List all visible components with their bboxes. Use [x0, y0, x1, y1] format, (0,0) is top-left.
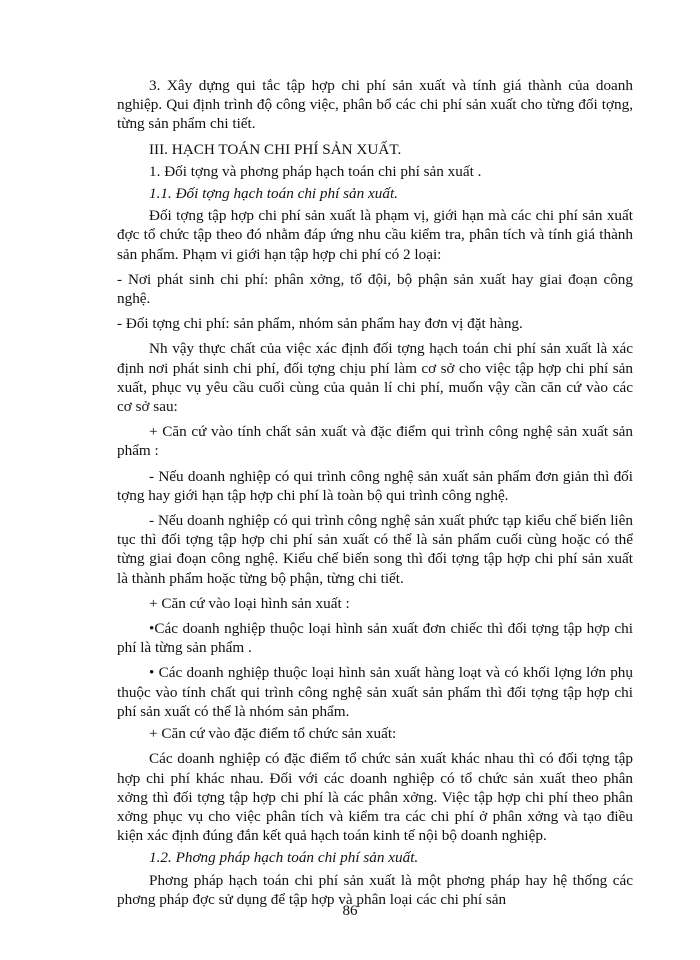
subsection-heading-1: 1. Đối tợng và phơng pháp hạch toán chi phí sản xuất . — [149, 162, 482, 180]
paragraph-method: Phơng pháp hạch toán chi phí sản xuất là một phơng pháp hay hệ thống các phơng pháp đợc sử dụng để tập hợp và phân loại các chi phí sản — [117, 871, 633, 908]
paragraph-single-production: •Các doanh nghiệp thuộc loại hình sản xuất đơn chiếc thì đối tợng tập hợp chi phí là từng sản phẩm . — [117, 620, 633, 657]
section-heading-iii: III. HẠCH TOÁN CHI PHÍ SẢN XUẤT. — [149, 140, 402, 158]
paragraph-basis-production-type: + Căn cứ vào loại hình sản xuất : — [149, 594, 350, 612]
paragraph-definition: Đối tợng tập hợp chi phí sản xuất là phạm vị, giới hạn mà các chi phí sản xuất đợc tổ chức tập theo đó nhằm đáp ứng nhu cầu kiểm tra, phân tích và tính giá thành sản phẩm. Phạm vi giới hạn tập hợp chi phí có 2 loại: — [117, 207, 633, 263]
page-number: 86 — [342, 903, 358, 919]
paragraph-scope-2: - Đối tợng chi phí: sản phẩm, nhóm sản phẩm hay đơn vị đặt hàng. — [117, 315, 523, 333]
subsection-heading-1-2: 1.2. Phơng pháp hạch toán chi phí sản xuất. — [149, 849, 419, 867]
paragraph-basis-organization: + Căn cứ vào đặc điểm tổ chức sản xuất: — [149, 725, 397, 743]
paragraph-scope-1: - Nơi phát sinh chi phí: phân xởng, tổ đội, bộ phận sản xuất hay giai đoạn công nghệ. — [117, 270, 633, 308]
paragraph-complex-process: - Nếu doanh nghiệp có qui trình công nghệ sản xuất phức tạp kiểu chế biến liên tục thì đối tợng tập hợp chi phí sản xuất có thể là sản phẩm cuối cùng hoặc có thể từng giai đoạn công nghệ. Kiểu chế biến song thì đối tợng tập hợp chi phí sản xuất là thành phẩm hoặc từng bộ phận, từng chi tiết. — [117, 512, 633, 587]
page-body — [117, 76, 633, 915]
paragraph-basis-technology: + Căn cứ vào tính chất sản xuất và đặc điểm qui trình công nghệ sản xuất sản phẩm : — [117, 423, 633, 460]
paragraph-organization: Các doanh nghiệp có đặc điểm tổ chức sản xuất khác nhau thì có đối tợng tập hợp chi phí khác nhau. Đối với các doanh nghiệp có tổ chức sản xuất theo phân xởng thì đối tợng tập hợp chi phí là các phân xởng. Việc tập hợp chi phí theo phân xởng phục vụ cho việc phân tích và kiểm tra các chi phí ở phân xởng và tạo điều kiện xác định đúng đắn kết quả hạch toán kinh tế nội bộ doanh nghiệp. — [117, 750, 633, 845]
paragraph-item-3: 3. Xây dựng qui tắc tập hợp chi phí sản xuất và tính giá thành của doanh nghiệp. Qui định trình độ công việc, phân bổ các chi phí sản xuất cho từng đối tợng, từng sản phẩm chi tiết. — [117, 77, 633, 133]
paragraph-mass-production: • Các doanh nghiệp thuộc loại hình sản xuất hàng loạt và có khối lợng lớn phụ thuộc vào tính chất qui trình công nghệ sản xuất sản phẩm thì đối tợng tập hợp chi phí sản xuất có thể là nhóm sản phẩm. — [117, 664, 633, 720]
paragraph-simple-process: - Nếu doanh nghiệp có qui trình công nghệ sản xuất sản phẩm đơn giản thì đối tợng hay giới hạn tập hợp chi phí là toàn bộ qui trình công nghệ. — [117, 467, 633, 504]
paragraph-essence: Nh vậy thực chất của việc xác định đối tợng hạch toán chi phí sản xuất là xác định nơi phát sinh chi phí, đối tợng chịu phí làm cơ sở cho việc tập hợp chi phí sản xuất, phục vụ yêu cầu cuối cùng của quản lí chi phí, muốn vậy cần căn cứ vào các cơ sở sau: — [117, 340, 633, 416]
subsection-heading-1-1: 1.1. Đối tợng hạch toán chi phí sản xuất. — [149, 185, 398, 203]
